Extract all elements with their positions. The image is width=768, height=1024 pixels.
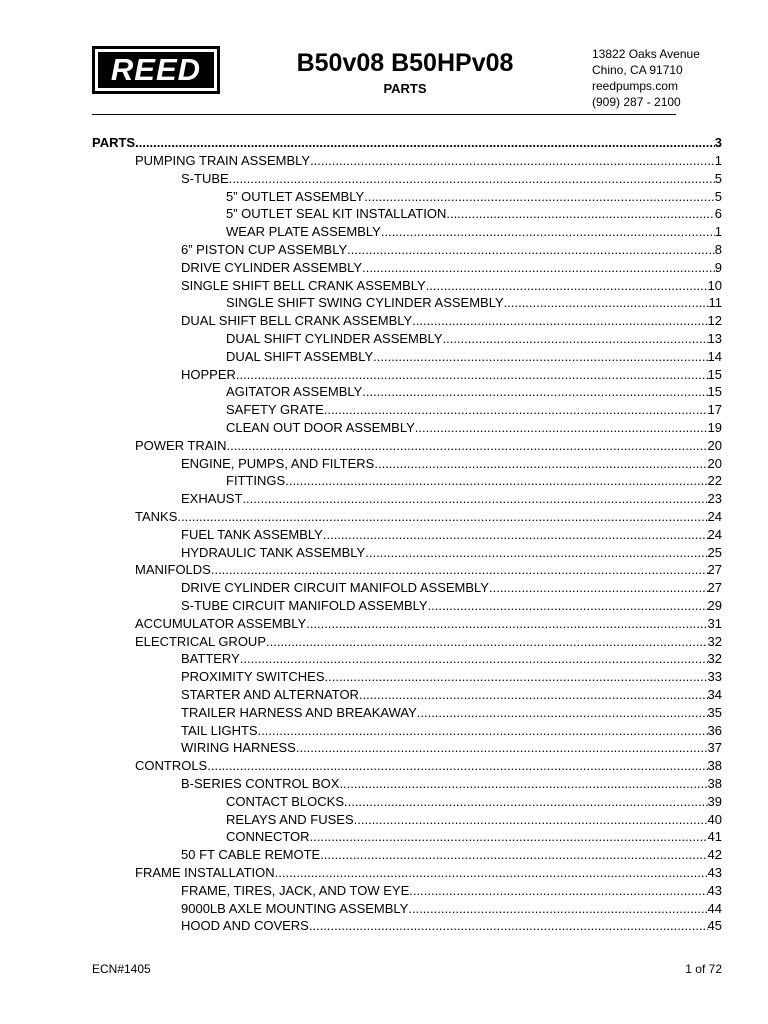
toc-dot-leader xyxy=(310,152,715,169)
toc-entry-label: CONTACT BLOCKS xyxy=(226,793,344,809)
toc-entry[interactable] xyxy=(226,188,722,205)
toc-dot-leader xyxy=(229,170,715,187)
toc-entry[interactable] xyxy=(226,401,722,418)
toc-entry[interactable] xyxy=(135,437,722,454)
toc-dot-leader xyxy=(428,597,708,614)
toc-dot-leader xyxy=(489,579,708,596)
toc-dot-leader xyxy=(364,188,715,205)
toc-entry-label: PARTS xyxy=(92,135,136,150)
toc-entry-label: TRAILER HARNESS AND BREAKAWAY xyxy=(181,704,417,720)
toc-entry[interactable] xyxy=(181,917,722,934)
toc-entry[interactable] xyxy=(226,205,722,222)
toc-dot-leader xyxy=(373,348,707,365)
toc-entry-label: S-TUBE xyxy=(181,170,229,186)
address-website: reedpumps.com xyxy=(592,79,679,93)
toc-entry[interactable] xyxy=(226,330,722,347)
toc-entry-label: SINGLE SHIFT SWING CYLINDER ASSEMBLY xyxy=(226,295,504,311)
toc-entry-label: HYDRAULIC TANK ASSEMBLY xyxy=(181,544,366,560)
toc-dot-leader xyxy=(362,259,715,276)
toc-entry-label: DRIVE CYLINDER CIRCUIT MANIFOLD ASSEMBLY xyxy=(181,580,489,596)
reed-logo xyxy=(92,46,220,94)
toc-dot-leader xyxy=(504,294,709,311)
toc-entry-page: 31 xyxy=(707,615,722,631)
toc-entry-page: 5 xyxy=(714,170,722,186)
toc-dot-leader xyxy=(339,775,707,792)
address-city: Chino, CA 91710 xyxy=(592,63,683,77)
toc-entry-label: SINGLE SHIFT BELL CRANK ASSEMBLY xyxy=(181,277,426,293)
toc-entry-page: 45 xyxy=(707,918,722,934)
toc-entry-page: 3 xyxy=(714,135,722,150)
toc-entry-page: 8 xyxy=(714,242,722,257)
toc-entry-label: B-SERIES CONTROL BOX xyxy=(181,776,340,791)
address-street: 13822 Oaks Avenue xyxy=(592,47,700,61)
toc-entry[interactable] xyxy=(181,775,722,792)
toc-dot-leader xyxy=(227,437,708,454)
toc-entry-label: SAFETY GRATE xyxy=(226,402,324,418)
toc-dot-leader xyxy=(443,330,708,347)
toc-entry-page: 17 xyxy=(707,402,722,418)
toc-dot-leader xyxy=(362,383,707,400)
toc-entry-label: ELECTRICAL GROUP xyxy=(135,633,266,649)
toc-dot-leader xyxy=(426,277,708,294)
toc-entry-label: 50 FT CABLE REMOTE xyxy=(181,847,321,863)
toc-entry-label: DUAL SHIFT ASSEMBLY xyxy=(226,348,374,364)
toc-entry-page: 36 xyxy=(707,722,722,738)
toc-entry-page: 1 xyxy=(714,153,722,168)
toc-entry-page: 39 xyxy=(707,793,722,809)
toc-dot-leader xyxy=(446,205,714,222)
toc-entry[interactable] xyxy=(181,170,722,187)
toc-entry[interactable] xyxy=(226,383,722,400)
toc-entry[interactable] xyxy=(181,259,722,276)
toc-entry[interactable] xyxy=(181,650,722,667)
toc-dot-leader xyxy=(365,544,707,561)
toc-entry-page: 14 xyxy=(707,348,722,364)
toc-dot-leader xyxy=(409,882,707,899)
toc-dot-leader xyxy=(359,686,708,703)
toc-entry-page: 32 xyxy=(707,633,722,649)
toc-entry[interactable] xyxy=(135,633,722,650)
toc-entry[interactable] xyxy=(135,615,722,632)
toc-entry-label: CONTROLS xyxy=(135,758,208,774)
toc-entry-page: 24 xyxy=(707,509,722,524)
toc-dot-leader xyxy=(207,757,707,774)
toc-entry[interactable] xyxy=(181,597,722,614)
toc-entry-label: HOOD AND COVERS xyxy=(181,918,309,934)
toc-entry[interactable] xyxy=(135,508,722,525)
toc-dot-leader xyxy=(258,722,708,739)
toc-entry-page: 40 xyxy=(707,811,722,827)
toc-dot-leader xyxy=(177,508,707,525)
toc-entry-label: CONNECTOR xyxy=(226,829,310,845)
toc-entry[interactable] xyxy=(181,455,722,472)
toc-entry-label: RELAYS AND FUSES xyxy=(226,811,354,827)
toc-dot-leader xyxy=(344,793,708,810)
toc-entry-page: 19 xyxy=(707,420,722,435)
toc-dot-leader xyxy=(325,668,708,685)
toc-entry-page: 43 xyxy=(707,865,722,880)
toc-entry[interactable] xyxy=(226,811,722,828)
toc-entry-page: 13 xyxy=(707,331,722,346)
toc-entry-page: 34 xyxy=(707,687,722,702)
toc-dot-leader xyxy=(323,526,708,543)
toc-entry[interactable] xyxy=(181,526,722,543)
toc-entry-page: 15 xyxy=(707,366,722,382)
toc-entry-page: 5 xyxy=(714,188,722,204)
footer-ecn: ECN#1405 xyxy=(92,962,151,976)
toc-entry-page: 24 xyxy=(707,526,722,542)
toc-entry-page: 42 xyxy=(707,847,722,863)
toc-dot-leader xyxy=(412,312,707,329)
toc-dot-leader xyxy=(296,739,708,756)
toc-dot-leader xyxy=(354,811,708,828)
toc-dot-leader xyxy=(417,704,708,721)
header-divider xyxy=(92,114,676,115)
toc-entry[interactable] xyxy=(226,472,722,489)
toc-dot-leader xyxy=(135,134,715,151)
toc-entry-page: 32 xyxy=(707,651,722,667)
toc-entry[interactable] xyxy=(226,793,722,810)
company-address xyxy=(592,46,742,110)
toc-entry[interactable] xyxy=(135,864,722,881)
toc-entry-page: 9 xyxy=(714,259,722,275)
toc-dot-leader xyxy=(236,366,708,383)
toc-dot-leader xyxy=(309,917,708,934)
toc-entry-label: EXHAUST xyxy=(181,491,243,507)
toc-entry[interactable] xyxy=(181,277,722,294)
toc-entry-label: PROXIMITY SWITCHES xyxy=(181,669,325,685)
toc-entry-label: S-TUBE CIRCUIT MANIFOLD ASSEMBLY xyxy=(181,598,428,613)
toc-dot-leader xyxy=(381,223,715,240)
toc-entry-label: FITTINGS xyxy=(226,473,286,489)
toc-entry[interactable] xyxy=(181,544,722,561)
toc-entry-label: TANKS xyxy=(135,509,178,524)
toc-entry-label: 5” OUTLET ASSEMBLY xyxy=(226,188,365,204)
toc-entry-label: MANIFOLDS xyxy=(135,562,211,578)
toc-entry-label: FRAME INSTALLATION xyxy=(135,865,275,880)
toc-entry-page: 44 xyxy=(707,900,722,916)
toc-entry-page: 43 xyxy=(707,882,722,898)
toc-entry-page: 38 xyxy=(707,776,722,791)
toc-entry-page: 27 xyxy=(707,562,722,578)
toc-entry-page: 11 xyxy=(708,295,722,311)
document-title: B50v08 B50HPv08 xyxy=(296,49,514,77)
toc-entry-page: 10 xyxy=(707,277,722,293)
toc-entry[interactable] xyxy=(226,294,722,311)
toc-entry[interactable] xyxy=(181,882,722,899)
toc-entry[interactable] xyxy=(181,846,722,863)
toc-entry-page: 25 xyxy=(707,544,722,560)
toc-entry-page: 20 xyxy=(707,437,722,453)
toc-entry-label: ACCUMULATOR ASSEMBLY xyxy=(135,615,307,631)
toc-entry-label: WEAR PLATE ASSEMBLY xyxy=(226,224,381,240)
toc-entry-label: CLEAN OUT DOOR ASSEMBLY xyxy=(226,420,415,435)
toc-entry[interactable] xyxy=(135,152,722,169)
toc-entry[interactable] xyxy=(181,241,722,258)
toc-entry-page: 37 xyxy=(707,740,722,756)
toc-entry-label: ENGINE, PUMPS, AND FILTERS xyxy=(181,455,375,471)
toc-entry-label: HOPPER xyxy=(181,366,236,382)
toc-entry[interactable] xyxy=(181,490,722,507)
toc-entry-label: STARTER AND ALTERNATOR xyxy=(181,687,359,702)
toc-entry-page: 20 xyxy=(707,455,722,471)
toc-entry-page: 35 xyxy=(707,704,722,720)
toc-entry-page: 41 xyxy=(707,829,722,845)
footer-page-number: 1 of 72 xyxy=(685,962,722,976)
toc-entry-label: 9000LB AXLE MOUNTING ASSEMBLY xyxy=(181,900,409,916)
toc-entry-page: 12 xyxy=(707,313,722,329)
toc-entry-label: FUEL TANK ASSEMBLY xyxy=(181,526,323,542)
toc-entry[interactable] xyxy=(181,739,722,756)
toc-entry[interactable] xyxy=(226,223,722,240)
toc-entry[interactable] xyxy=(181,722,722,739)
toc-entry[interactable] xyxy=(135,561,722,578)
toc-entry[interactable] xyxy=(181,312,722,329)
toc-dot-leader xyxy=(266,633,708,650)
toc-entry-page: 22 xyxy=(707,473,722,489)
toc-entry-label: WIRING HARNESS xyxy=(181,740,296,756)
toc-entry-label: BATTERY xyxy=(181,651,240,667)
toc-entry-label: FRAME, TIRES, JACK, AND TOW EYE xyxy=(181,882,410,898)
toc-entry[interactable] xyxy=(181,686,722,703)
toc-dot-leader xyxy=(242,490,707,507)
toc-dot-leader xyxy=(374,455,707,472)
toc-entry-page: 29 xyxy=(707,598,722,613)
toc-entry[interactable] xyxy=(181,668,722,685)
toc-entry[interactable] xyxy=(181,900,722,917)
toc-entry[interactable] xyxy=(135,757,722,774)
toc-entry[interactable] xyxy=(226,828,722,845)
toc-entry[interactable] xyxy=(181,704,722,721)
toc-entry-label: 5” OUTLET SEAL KIT INSTALLATION xyxy=(226,206,447,222)
toc-entry-label: PUMPING TRAIN ASSEMBLY xyxy=(135,153,311,168)
toc-dot-leader xyxy=(240,650,708,667)
toc-entry-label: DUAL SHIFT CYLINDER ASSEMBLY xyxy=(226,331,443,346)
toc-dot-leader xyxy=(285,472,707,489)
toc-entry-label: DUAL SHIFT BELL CRANK ASSEMBLY xyxy=(181,313,413,329)
toc-entry-label: POWER TRAIN xyxy=(135,437,227,453)
toc-dot-leader xyxy=(347,241,715,258)
toc-entry-label: TAIL LIGHTS xyxy=(181,722,258,738)
toc-entry-page: 27 xyxy=(707,580,722,596)
toc-entry-page: 33 xyxy=(707,669,722,685)
toc-dot-leader xyxy=(415,419,708,436)
toc-entry-label: 6” PISTON CUP ASSEMBLY xyxy=(181,242,348,257)
toc-entry[interactable] xyxy=(181,366,722,383)
toc-entry-page: 23 xyxy=(707,491,722,507)
toc-entry[interactable] xyxy=(92,134,722,151)
toc-dot-leader xyxy=(408,900,707,917)
toc-entry-page: 15 xyxy=(707,384,722,400)
toc-entry[interactable] xyxy=(226,419,722,436)
toc-dot-leader xyxy=(324,401,708,418)
toc-dot-leader xyxy=(211,561,708,578)
toc-entry-page: 6 xyxy=(714,206,722,222)
toc-entry[interactable] xyxy=(181,579,722,596)
toc-entry[interactable] xyxy=(226,348,722,365)
toc-entry-page: 1 xyxy=(714,224,722,240)
toc-entry-label: DRIVE CYLINDER ASSEMBLY xyxy=(181,259,363,275)
toc-dot-leader xyxy=(320,846,707,863)
toc-entry-page: 38 xyxy=(707,758,722,774)
logo-text: REED xyxy=(98,52,214,88)
toc-dot-leader xyxy=(306,615,707,632)
document-subtitle: PARTS xyxy=(383,81,427,96)
toc-entry-label: AGITATOR ASSEMBLY xyxy=(226,384,363,400)
toc-dot-leader xyxy=(310,828,708,845)
address-phone: (909) 287 - 2100 xyxy=(592,95,681,109)
toc-dot-leader xyxy=(275,864,708,881)
